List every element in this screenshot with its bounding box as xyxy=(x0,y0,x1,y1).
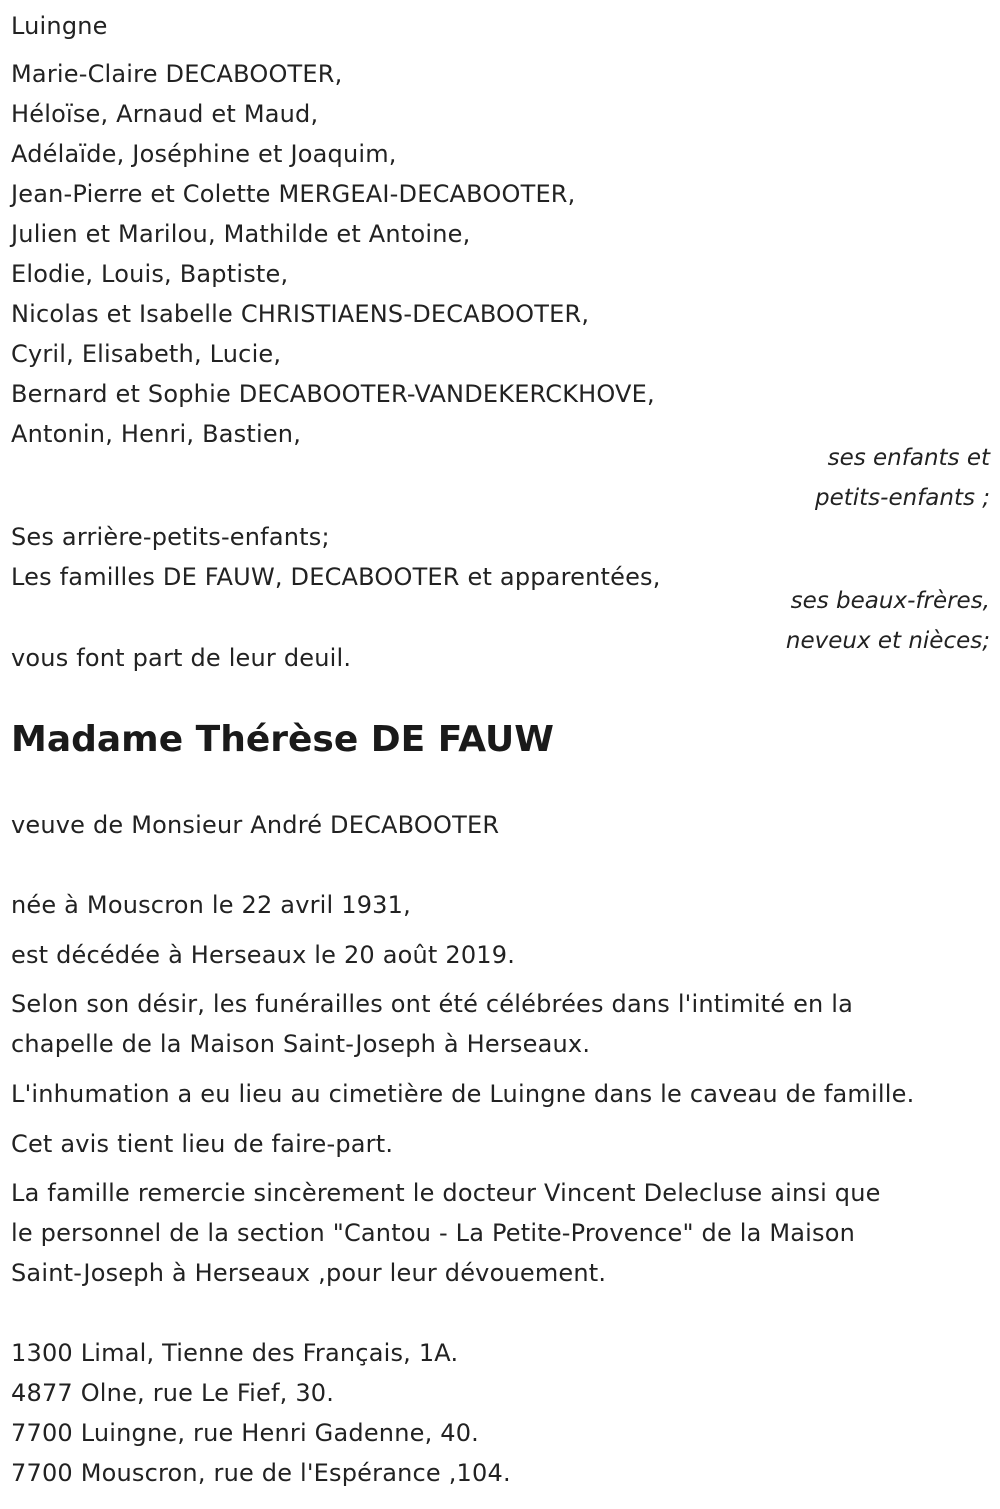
address-line: 4877 Olne, rue Le Fief, 30. xyxy=(11,1379,335,1407)
children-note: petits-enfants ; xyxy=(814,485,990,511)
funeral-line: chapelle de la Maison Saint-Joseph à Herseaux. xyxy=(11,1030,591,1058)
thanks-line: Saint-Joseph à Herseaux ,pour leur dévouement. xyxy=(11,1259,607,1287)
family-line: Nicolas et Isabelle CHRISTIAENS-DECABOOTER, xyxy=(11,300,590,328)
birth-line: née à Mouscron le 22 avril 1931, xyxy=(11,891,411,919)
family-line: Antonin, Henri, Bastien, xyxy=(11,420,302,448)
family-line: Héloïse, Arnaud et Maud, xyxy=(11,100,319,128)
family-line: Cyril, Elisabeth, Lucie, xyxy=(11,340,282,368)
funeral-line: Selon son désir, les funérailles ont été célébrées dans l'intimité en la xyxy=(11,990,854,1018)
deceased-name: Madame Thérèse DE FAUW xyxy=(11,719,554,760)
in-laws-note: ses beaux-frères, xyxy=(790,588,990,614)
address-line: 1300 Limal, Tienne des Français, 1A. xyxy=(11,1339,459,1367)
in-laws-note: neveux et nièces; xyxy=(785,628,990,654)
family-line: Marie-Claire DECABOOTER, xyxy=(11,60,343,88)
great-grandchildren: Ses arrière-petits-enfants; xyxy=(11,523,330,551)
burial-line: L'inhumation a eu lieu au cimetière de Luingne dans le caveau de famille. xyxy=(11,1080,915,1108)
thanks-line: le personnel de la section "Cantou - La Petite-Provence" de la Maison xyxy=(11,1219,856,1247)
family-line: Adélaïde, Joséphine et Joaquim, xyxy=(11,140,397,168)
family-line: Jean-Pierre et Colette MERGEAI-DECABOOTER, xyxy=(11,180,576,208)
death-line: est décédée à Herseaux le 20 août 2019. xyxy=(11,941,516,969)
family-line: Bernard et Sophie DECABOOTER-VANDEKERCKHOVE, xyxy=(11,380,655,408)
address-line: 7700 Mouscron, rue de l'Espérance ,104. xyxy=(11,1459,511,1487)
address-line: 7700 Luingne, rue Henri Gadenne, 40. xyxy=(11,1419,479,1447)
families-line: Les familles DE FAUW, DECABOOTER et apparentées, xyxy=(11,563,661,591)
place-name: Luingne xyxy=(11,12,108,40)
family-line: Julien et Marilou, Mathilde et Antoine, xyxy=(11,220,471,248)
children-note: ses enfants et xyxy=(827,445,990,471)
widow-line: veuve de Monsieur André DECABOOTER xyxy=(11,811,500,839)
notice-line: Cet avis tient lieu de faire-part. xyxy=(11,1130,394,1158)
thanks-line: La famille remercie sincèrement le docteur Vincent Delecluse ainsi que xyxy=(11,1179,881,1207)
family-line: Elodie, Louis, Baptiste, xyxy=(11,260,289,288)
announce-line: vous font part de leur deuil. xyxy=(11,644,352,672)
